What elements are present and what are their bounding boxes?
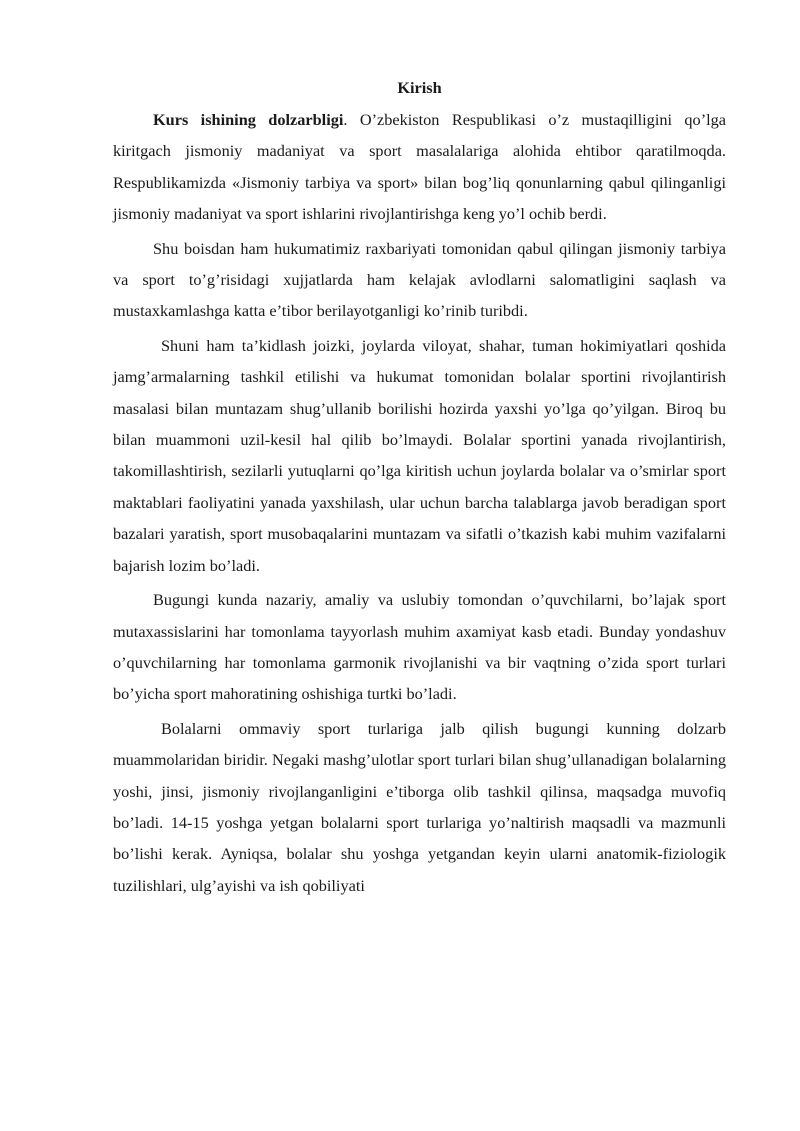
paragraph-3: Shuni ham ta’kidlash joizki, joylarda viloyat, shahar, tuman hokimiyatlari qoshida jamg’armalarning tashkil etilishi va hukumat tomonidan bolalar sportini rivojlantirish masalasi bilan muntazam shug’ullanib borilishi hozirda yaxshi yo’lga qo’yilgan. Biroq bu bilan muammoni uzil-kesil hal qilib bo’lmaydi. Bolalar sportini yanada rivojlantirish, takomillashtirish, sezilarli yutuqlarni qo’lga kiritish uchun joylarda bolalar va o’smirlar sport maktablari faoliyatini yanada yaxshilash, ular uchun barcha talablarga javob beradigan sport bazalari yaratish, sport musobaqalarini muntazam va sifatli o’tkazish kabi muhim vazifalarni bajarish lozim bo’ladi. — [113, 335, 726, 575]
paragraph-4: Bugungi kunda nazariy, amaliy va uslubiy tomondan o’quvchilarni, bo’lajak sport mutaxassislarini har tomonlama tayyorlash muhim axamiyat kasb etadi. Bunday yondashuv o’quvchilarning har tomonlama garmonik rivojlanishi va bir vaqtning o’zida sport turlari bo’yicha sport mahoratining oshishiga turtki bo’ladi. — [113, 590, 726, 704]
page-title: Kirish — [397, 78, 442, 97]
paragraph-5: Bolalarni ommaviy sport turlariga jalb qilish bugungi kunning dolzarb muammolaridan biridir. Negaki mashg’ulotlar sport turlari bilan shug’ullanadigan bolalarning yoshi, jinsi, jismoniy rivojlanganligini e’tiborga olib tashkil qilinsa, maqsadga muvofiq bo’ladi. 14-15 yoshga yetgan bolalarni sport turlariga yo’naltirish maqsadli va mazmunli bo’lishi kerak. Ayniqsa, bolalar shu yoshga yetgandan keyin ularni anatomik-fiziologik tuzilishlari, ulg’ayishi va ish qobiliyati — [113, 718, 726, 895]
paragraph-2: Shu boisdan ham hukumatimiz raxbariyati tomonidan qabul qilingan jismoniy tarbiya va sport to’g’risidagi xujjatlarda ham kelajak avlodlarni salomatligini saqlash va mustaxkamlashga katta e’tibor berilayotganligi ko’rinib turibdi. — [113, 238, 726, 321]
paragraph-text: . O’zbekiston Respublikasi o’z mustaqilligini qo’lga kiritgach jismoniy madaniyat va sport masalalariga alohida ehtibor qaratilmoqda. Respublikamizda «Jismoniy tarbiya va sport» bilan bog’liq qonunlarning qabul qilinganligi jismoniy madaniyat va sport ishlarini rivojlantirishga keng yo’l ochib berdi. — [113, 110, 727, 224]
paragraph-lead: Kurs ishining dolzarbligi — [153, 110, 344, 129]
paragraph-1 — [113, 104, 726, 230]
